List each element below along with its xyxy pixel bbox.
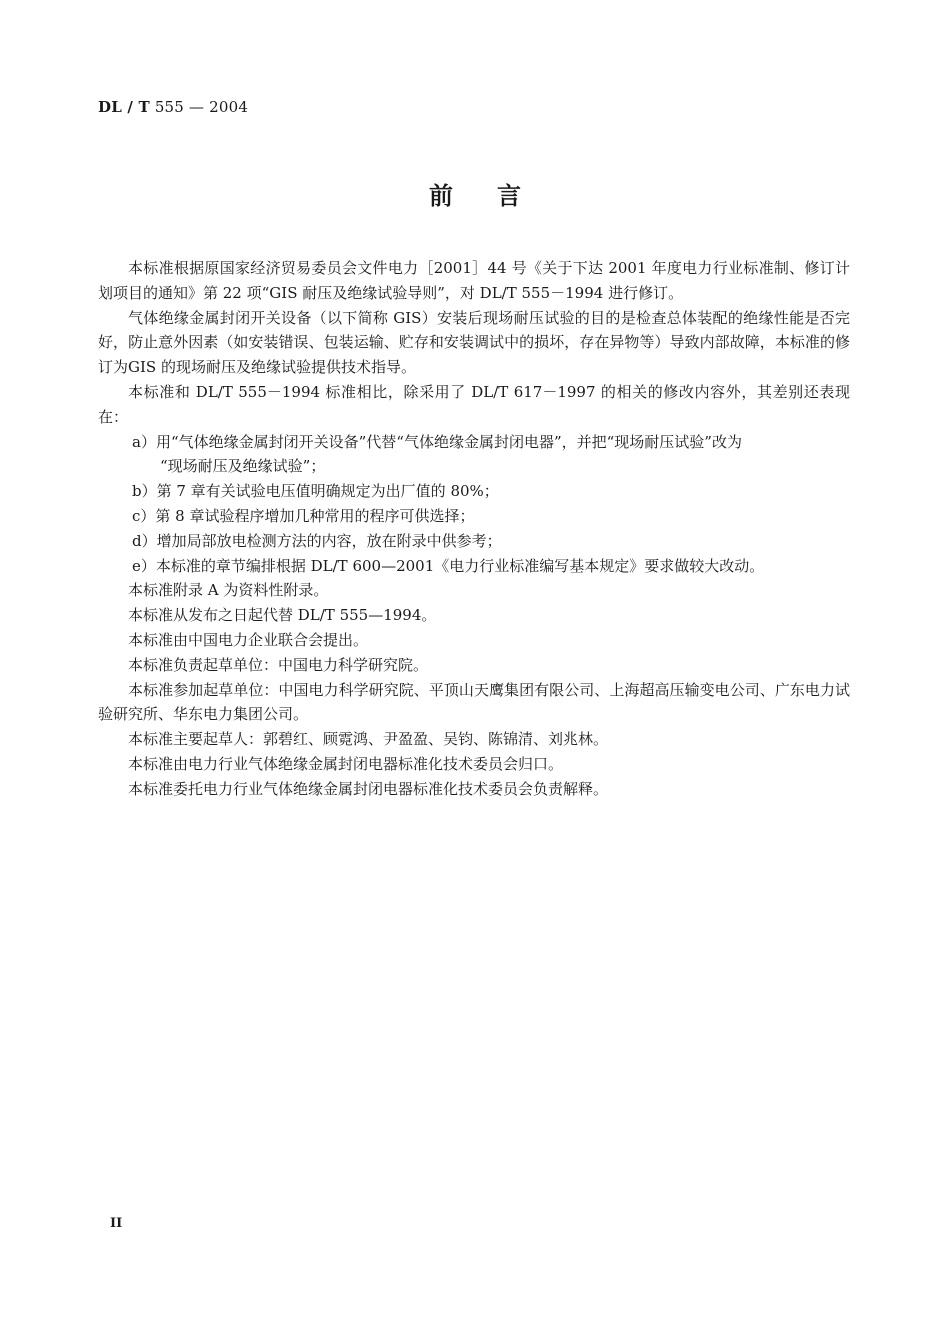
paragraph: 本标准由中国电力企业联合会提出。	[128, 630, 369, 649]
list-item-d: d）增加局部放电检测方法的内容，放在附录中供参考；	[132, 531, 502, 550]
page-title: 前言	[429, 181, 565, 210]
paragraph: 本标准根据原国家经济贸易委员会文件电力［2001］44 号《关于下达 2001 年度电力行业标准制、修订计划项目的通知》第 22 项“GIS 耐压及绝缘试验导则”，对 DL/T 555－1994 进行修订。	[98, 259, 850, 302]
paragraph: 本标准负责起草单位：中国电力科学研究院。	[128, 655, 429, 674]
list-item-e: e）本标准的章节编排根据 DL/T 600—2001《电力行业标准编写基本规定》要求做较大改动。	[132, 556, 765, 575]
list-item-b: b）第 7 章有关试验电压值明确规定为出厂值的 80%；	[132, 482, 499, 501]
list-item-c: c）第 8 章试验程序增加几种常用的程序可供选择；	[132, 506, 475, 525]
paragraph: 气体绝缘金属封闭开关设备（以下简称 GIS）安装后现场耐压试验的目的是检查总体装配的绝缘性能是否完好，防止意外因素（如安装错误、包装运输、贮存和安装调试中的损坏，存在异物等）导致内部故障，本标准的修订为GIS 的现场耐压及绝缘试验提供技术指导。	[98, 308, 850, 377]
paragraph: 本标准和 DL/T 555－1994 标准相比，除采用了 DL/T 617－1997 的相关的修改内容外，其差别还表现在：	[98, 382, 850, 426]
page-number: II	[110, 1216, 123, 1231]
document-header	[98, 98, 248, 116]
list-item-a-line1: a）用“气体绝缘金属封闭开关设备”代替“气体绝缘金属封闭电器”，并把“现场耐压试验”改为	[132, 432, 742, 451]
paragraph: 本标准由电力行业气体绝缘金属封闭电器标准化技术委员会归口。	[128, 754, 564, 773]
paragraph: 本标准委托电力行业气体绝缘金属封闭电器标准化技术委员会负责解释。	[128, 779, 609, 798]
paragraph: 本标准附录 A 为资料性附录。	[128, 581, 329, 600]
paragraph: 本标准主要起草人：郭碧红、顾霓鸿、尹盈盈、吴钧、陈锦清、刘兆林。	[128, 730, 609, 749]
paragraph: 本标准从发布之日起代替 DL/T 555—1994。	[128, 606, 437, 625]
foreword-body	[98, 256, 850, 802]
standard-code: DL / T	[98, 98, 150, 116]
list-item-a-line2: “现场耐压及绝缘试验”；	[160, 457, 326, 476]
paragraph: 本标准参加起草单位：中国电力科学研究院、平顶山天鹰集团有限公司、上海超高压输变电公司、广东电力试验研究所、华东电力集团公司。	[98, 680, 850, 724]
standard-number: 555 — 2004	[154, 98, 249, 116]
list-item-a	[98, 430, 850, 480]
